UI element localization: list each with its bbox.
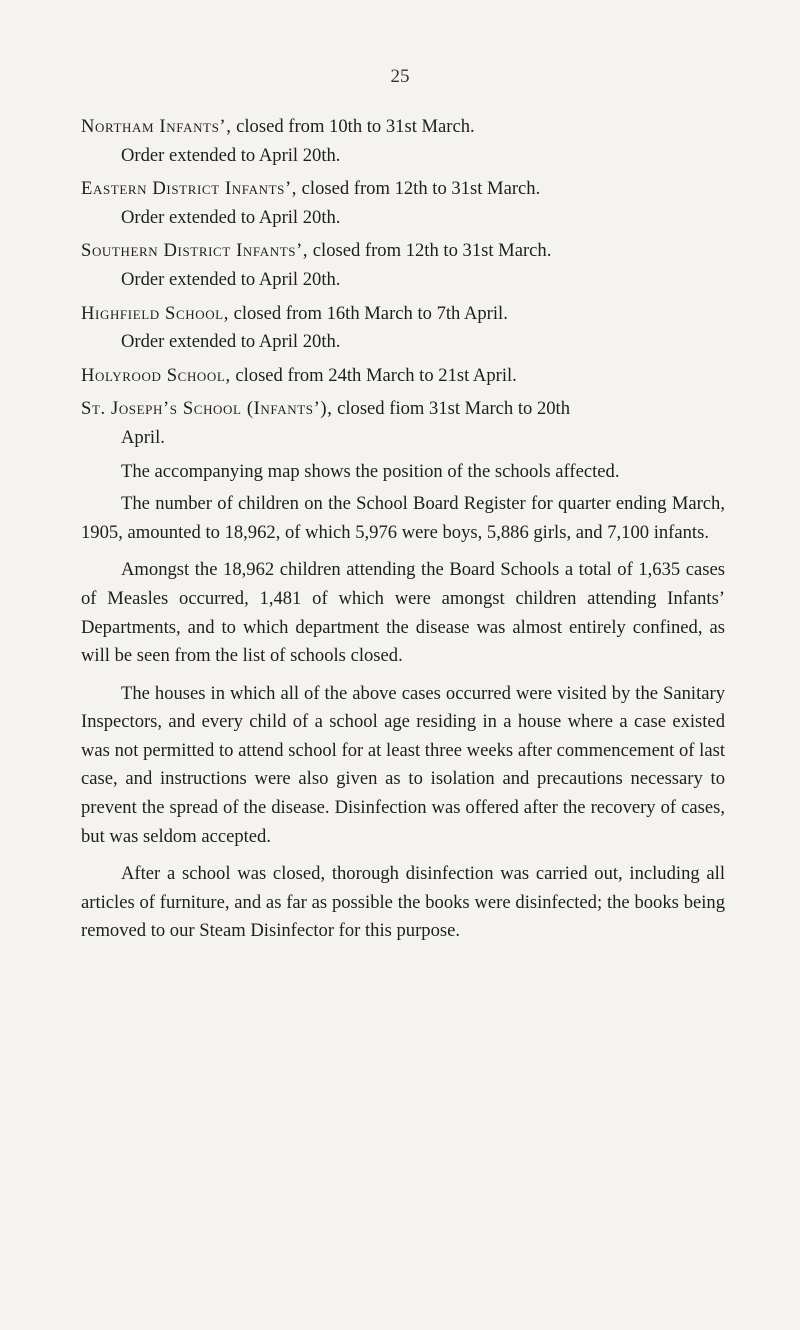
closure-dates: closed from 12th to 31st March. <box>297 178 541 200</box>
school-name: Eastern District Infants’, <box>81 178 297 200</box>
closure-line <box>81 113 725 142</box>
closure-line <box>81 395 725 424</box>
school-name: Highfield School, <box>81 302 229 324</box>
closure-entry-southern <box>81 237 725 294</box>
closure-line <box>81 362 725 391</box>
school-name: St. Joseph’s School (Infants’), <box>81 398 333 420</box>
closure-line <box>81 237 725 266</box>
closure-order-extension: Order extended to April 20th. <box>121 268 341 290</box>
closure-dates: closed from 10th to 31st March. <box>231 116 475 137</box>
closure-entry-holyrood <box>81 362 725 391</box>
closure-entry-eastern <box>81 175 725 232</box>
paragraph-register-numbers: The number of children on the School Board Register for quarter ending March, 1905, amounted to 18,962, of which 5,976 were boys, 5,886 girls, and 7,100 infants. <box>81 493 725 543</box>
closure-dates: closed from 12th to 31st March. <box>308 240 552 262</box>
paragraph-disinfection: After a school was closed, thorough disinfection was carried out, including all articles of furniture, and as far as possible the books were disinfected; the books being removed to our Steam Disinfector for this purpose. <box>81 863 725 942</box>
paragraph-measles-cases: Amongst the 18,962 children attending the Board Schools a total of 1,635 cases of Measles occurred, 1,481 of which were amongst children attending Infants’ Departments, and to which department the disease was almost entirely confined, as will be seen from the list of schools closed. <box>81 559 725 667</box>
school-name: Holyrood School, <box>81 364 231 386</box>
paragraph-map-note: The accompanying map shows the position of the schools affected. <box>121 460 620 482</box>
school-name: Southern District Infants’, <box>81 240 309 262</box>
closure-continuation: April. <box>121 426 165 448</box>
closure-line <box>81 175 725 204</box>
closure-dates: closed from 24th March to 21st April. <box>230 364 517 386</box>
closure-order-extension: Order extended to April 20th. <box>121 331 341 353</box>
closure-order-extension: Order extended to April 20th. <box>121 206 341 228</box>
closure-line <box>81 300 725 329</box>
closure-entry-highfield <box>81 300 725 357</box>
paragraph-house-visits: The houses in which all of the above cases occurred were visited by the Sanitary Inspectors, and every child of a school age residing in a house where a case existed was not permitted to attend school for at least three weeks after commencement of last case, and instructions were also given as to isolation and precautions necessary to prevent the spread of the disease. Disinfection was offered after the recovery of cases, but was seldom accepted. <box>81 682 725 847</box>
closure-dates: closed fiom 31st March to 20th <box>332 398 571 420</box>
closure-dates: closed from 16th March to 7th April. <box>228 302 508 324</box>
closure-order-extension: Order extended to April 20th. <box>121 144 341 166</box>
page-number: 25 <box>390 66 410 87</box>
school-name: Northam Infants’, <box>81 116 232 137</box>
closure-entry-northam <box>81 113 725 170</box>
closure-entry-st-josephs <box>81 395 725 452</box>
document-body <box>81 113 725 955</box>
